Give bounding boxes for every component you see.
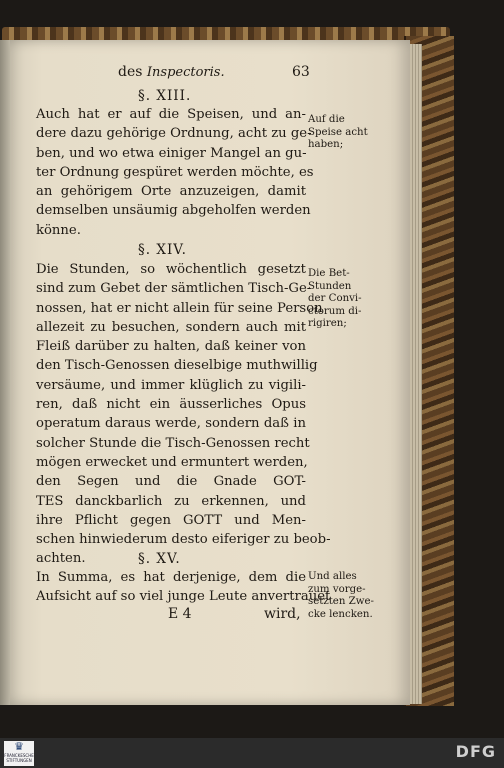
margin-note-line: Speise acht: [308, 126, 368, 138]
dfg-logo[interactable]: DFG: [455, 742, 496, 761]
margin-note-line: Und alles: [308, 571, 357, 582]
text-line: achten.: [36, 551, 86, 567]
signature-mark: E 4: [168, 606, 192, 622]
margin-note-line: rigiren;: [308, 318, 347, 330]
margin-note-line: haben;: [308, 139, 344, 151]
margin-note-line: setzten Zwe-: [308, 596, 374, 608]
text-line: allezeit zu besuchen, sondern auch mit: [36, 319, 306, 335]
text-line: demselben unsäumig abgeholfen werden: [36, 203, 311, 219]
library-emblem-icon: ♛: [14, 740, 24, 753]
text-line: ter Ordnung gespüret werden möchte, es: [36, 164, 314, 180]
section-heading: §. XIII.: [138, 88, 192, 104]
section-heading: §. XIV.: [138, 242, 187, 258]
text-line: solcher Stunde die Tisch-Genossen recht: [36, 435, 310, 451]
text-line: an gehörigem Orte anzuzeigen, damit: [36, 184, 306, 200]
text-line: Auch hat er auf die Speisen, und an-: [36, 107, 306, 122]
margin-note: [308, 571, 378, 621]
text-line: schen hinwiederum desto eiferiger zu beob-: [36, 532, 331, 548]
margin-note: [308, 114, 378, 152]
margin-note-line: zum vorge-: [308, 583, 366, 595]
margin-note-line: der Convi-: [308, 293, 362, 305]
section-body: [36, 105, 314, 240]
catchword: wird,: [264, 606, 301, 622]
text-line: Aufsicht auf so viel junge Leute anvertrauet: [36, 589, 331, 605]
text-line: ren, daß nicht ein äusserliches Opus: [36, 397, 306, 413]
library-logo-text: FRANCKESCHE STIFTUNGEN: [4, 753, 34, 763]
running-head: [118, 64, 225, 80]
page-number: 63: [292, 64, 310, 80]
text-line: In Summa, es hat derjenige, dem die: [36, 570, 306, 585]
text-line: TES danckbarlich zu erkennen, und: [36, 493, 306, 509]
running-head-italic: Inspectoris.: [146, 65, 225, 80]
margin-note-line: cke lencken.: [308, 608, 373, 620]
text-line: könne.: [36, 222, 81, 238]
text-line: Fleiß darüber zu halten, daß keiner von: [36, 339, 306, 355]
margin-note: [308, 268, 378, 331]
margin-note-line: ctorum di-: [308, 305, 362, 317]
text-line: dere dazu gehörige Ordnung, acht zu ge-: [36, 126, 312, 142]
viewer-footer-bar: [0, 738, 504, 768]
margin-note-line: Die Bet-: [308, 268, 350, 279]
running-head-prefix: des: [118, 64, 143, 80]
book-page: [10, 40, 410, 705]
library-logo[interactable]: [4, 741, 34, 766]
text-line: mögen erwecket und ermuntert werden,: [36, 454, 308, 470]
margin-note-line: Stunden: [308, 280, 352, 292]
margin-note-line: Auf die: [308, 114, 345, 125]
text-line: Die Stunden, so wöchentlich gesetzt: [36, 262, 306, 277]
text-line: den Segen und die Gnade GOT-: [36, 474, 306, 490]
text-line: versäume, und immer klüglich zu vigili-: [36, 377, 306, 393]
text-line: den Tisch-Genossen dieselbige muthwillig: [36, 358, 318, 374]
section-body: [36, 568, 331, 607]
section-heading: §. XV.: [138, 551, 181, 567]
text-line: sind zum Gebet der sämtlichen Tisch-Ge-: [36, 281, 312, 297]
text-line: nossen, hat er nicht allein für seine Person: [36, 300, 323, 316]
text-line: operatum daraus werde, sondern daß in: [36, 416, 306, 432]
text-line: ben, und wo etwa einiger Mangel an gu-: [36, 145, 307, 161]
text-line: ihre Pflicht gegen GOTT und Men-: [36, 512, 306, 528]
